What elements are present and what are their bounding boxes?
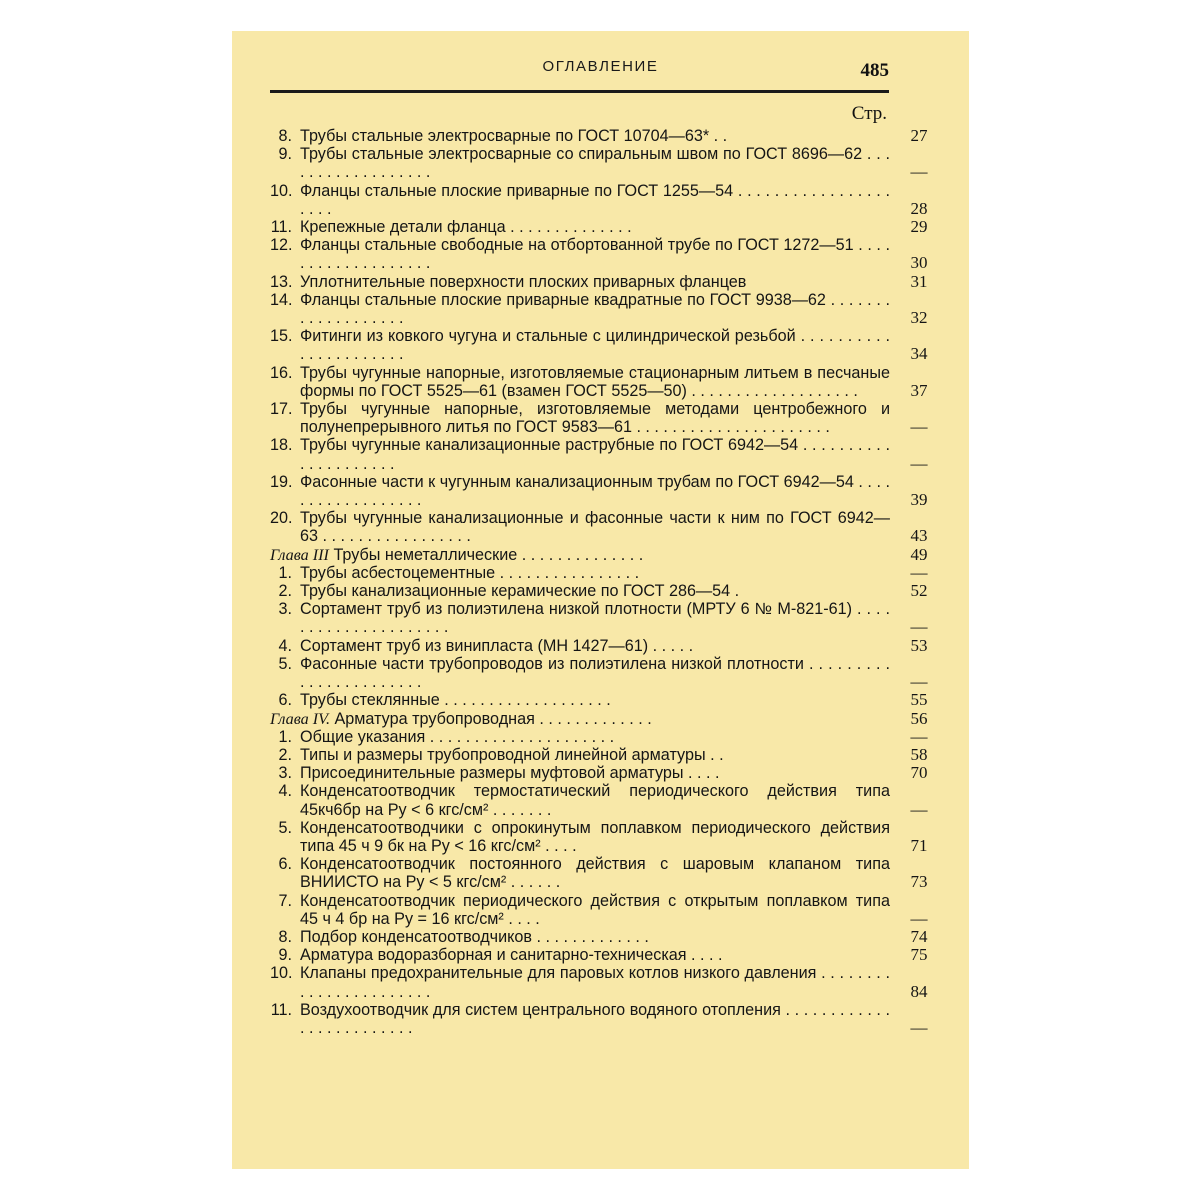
toc-entry [270, 562, 928, 582]
toc-entry [270, 654, 928, 692]
toc-entry-number: 8. [278, 127, 292, 145]
toc-entry [270, 1000, 928, 1037]
toc-entry-number: 2. [278, 745, 292, 764]
toc-entry-text: Крепежные детали фланца . . . . . . . . . . . . . . [300, 218, 632, 237]
toc-page-number: 29 [910, 217, 928, 237]
toc-page-number: 55 [910, 690, 928, 710]
toc-entry-text: Фасонные части к чугунным канализационным трубам по ГОСТ 6942—54 . . . . . . . . . . . . . . . . . . [300, 472, 890, 510]
toc-entry-text: Конденсатоотводчик периодического действия с открытым поплавком типа 45 ч 4 бр на Pу = 16 кгс/см² . . . . [300, 891, 890, 928]
toc-entry [270, 744, 928, 764]
toc-page-number: 34 [910, 344, 928, 364]
toc-entry [270, 400, 928, 437]
toc-page-number: 49 [910, 544, 928, 564]
table-of-contents [270, 126, 928, 1037]
toc-entry-number: 6. [278, 855, 292, 874]
toc-entry [270, 181, 928, 218]
chapter-title-line [270, 546, 890, 564]
toc-entry-number: 8. [278, 927, 292, 946]
toc-entry [270, 145, 928, 182]
chapter-label: Глава III [270, 545, 329, 564]
toc-entry [270, 964, 928, 1001]
toc-entry-number: 15. [270, 327, 293, 346]
toc-page-number: 71 [910, 835, 928, 855]
toc-entry [270, 635, 928, 655]
toc-entry-number: 17. [270, 400, 293, 419]
toc-entry-text: Сортамент труб из винипласта (МН 1427—61) . . . . . [300, 636, 694, 655]
toc-entry-text: Трубы стальные электросварные по ГОСТ 10704—63* . . [300, 127, 728, 145]
book-page [232, 31, 969, 1169]
toc-page-number: 39 [910, 490, 928, 510]
toc-entry-number: 3. [278, 764, 292, 783]
toc-entry-text: Трубы стеклянные . . . . . . . . . . . . . . . . . . . [300, 691, 611, 710]
toc-entry-number: 20. [270, 509, 293, 528]
toc-entry-text: Клапаны предохранительные для паровых котлов низкого давления . . . . . . . . . . . . . . . . . . . . . . . [300, 964, 890, 1001]
toc-entry [270, 855, 928, 892]
toc-page-number: 75 [910, 945, 928, 965]
toc-entry-number: 6. [278, 691, 292, 710]
header-rule [270, 90, 889, 93]
toc-entry [270, 363, 928, 400]
toc-entry-text: Трубы стальные электросварные со спиральным швом по ГОСТ 8696—62 . . . . . . . . . . . . . . . . . . [300, 145, 890, 182]
toc-entry [270, 945, 928, 965]
toc-entry [270, 726, 928, 746]
chapter-label: Глава IV. [270, 709, 330, 728]
toc-entry [270, 236, 928, 273]
toc-entry-number: 10. [270, 964, 293, 983]
toc-page-number: 73 [910, 872, 928, 892]
toc-page-number: 84 [910, 981, 928, 1001]
toc-chapter-heading [270, 708, 928, 728]
toc-entry-text: Трубы чугунные канализационные и фасонные части к ним по ГОСТ 6942—63 . . . . . . . . . . . . . . . . . [300, 509, 890, 546]
toc-page-number: — [910, 617, 928, 637]
toc-entry [270, 509, 928, 546]
toc-entry-text: Конденсатоотводчик постоянного действия с шаровым клапаном типа ВНИИСТО на Pу < 5 кгс/см² . . . . . . [300, 855, 890, 892]
toc-entry [270, 126, 928, 145]
toc-entry-text: Воздухоотводчик для систем центрального водяного отопления . . . . . . . . . . . . . . . . . . . . . . . . . [300, 1000, 890, 1037]
toc-entry-number: 5. [278, 654, 292, 673]
toc-entry-text: Трубы чугунные напорные, изготовляемые методами центробежного и полунепрерывного литья по ГОСТ 9583—61 . . . . . . . . . . . . . . . . . . . . . . [300, 400, 890, 437]
toc-entry [270, 818, 928, 855]
toc-entry [270, 926, 928, 946]
toc-entry-text: Фасонные части трубопроводов из полиэтилена низкой плотности . . . . . . . . . . . . . . . . . . . . . . . [300, 654, 890, 692]
toc-entry [270, 271, 928, 291]
toc-page-number: 58 [910, 744, 928, 764]
toc-entry-text: Подбор конденсатоотводчиков . . . . . . . . . . . . . [300, 927, 649, 946]
toc-entry-number: 4. [278, 782, 292, 801]
toc-page-number: 30 [910, 253, 928, 273]
toc-entry-text: Трубы чугунные канализационные раструбные по ГОСТ 6942—54 . . . . . . . . . . . . . . . . . . . . . [300, 436, 890, 473]
toc-entry-text: Фланцы стальные плоские приварные по ГОСТ 1255—54 . . . . . . . . . . . . . . . . . . . . . [300, 181, 890, 218]
toc-page-number: — [910, 562, 928, 582]
toc-page-number: 27 [910, 126, 928, 145]
toc-entry-number: 9. [278, 145, 292, 164]
toc-entry-number: 1. [278, 563, 292, 582]
toc-page-number: 37 [910, 380, 928, 400]
chapter-title-line [270, 710, 890, 728]
toc-page-number: — [910, 726, 928, 746]
toc-page-number: 74 [910, 926, 928, 946]
toc-entry [270, 290, 928, 328]
toc-entry [270, 690, 928, 710]
toc-entry [270, 763, 928, 783]
toc-entry-number: 12. [270, 236, 293, 255]
toc-entry [270, 472, 928, 510]
toc-entry-text: Фланцы стальные свободные на отбортованной трубе по ГОСТ 1272—51 . . . . . . . . . . . . . . . . . . . [300, 236, 890, 273]
toc-entry-text: Типы и размеры трубопроводной линейной арматуры . . [300, 745, 724, 764]
toc-page-number: — [910, 417, 928, 437]
toc-entry-number: 5. [278, 818, 292, 837]
toc-page-number: 32 [910, 308, 928, 328]
toc-entry-number: 19. [270, 472, 293, 491]
toc-entry-number: 10. [270, 181, 293, 200]
toc-page-number: — [910, 1017, 928, 1037]
toc-page-number: 31 [910, 271, 928, 291]
page-number: 485 [860, 60, 889, 81]
toc-entry-number: 2. [278, 582, 292, 601]
toc-entry-number: 11. [270, 218, 292, 237]
toc-entry-number: 18. [270, 436, 293, 455]
toc-entry-number: 4. [278, 636, 292, 655]
chapter-title: Трубы неметаллические . . . . . . . . . . . . . . [333, 545, 644, 564]
toc-page-number: — [910, 453, 928, 473]
toc-page-number: — [910, 162, 928, 182]
toc-entry [270, 782, 928, 819]
toc-entry-number: 1. [278, 727, 292, 746]
toc-entry-text: Фитинги из ковкого чугуна и стальные с цилиндрической резьбой . . . . . . . . . . . . . . . . . . . . . . [300, 327, 890, 364]
chapter-title: Арматура трубопроводная . . . . . . . . . . . . . [334, 709, 652, 728]
toc-page-number: 70 [910, 763, 928, 783]
toc-entry-text: Фланцы стальные плоские приварные квадратные по ГОСТ 9938—62 . . . . . . . . . . . . . . . . . . . [300, 290, 890, 328]
toc-chapter-heading [270, 544, 928, 564]
toc-entry-number: 7. [278, 891, 292, 910]
toc-page-number: — [910, 672, 928, 692]
toc-page-number: — [910, 799, 928, 819]
toc-entry-number: 3. [278, 600, 292, 619]
toc-page-number: 52 [910, 581, 928, 601]
toc-page-number: — [910, 908, 928, 928]
toc-page-number: 43 [910, 526, 928, 546]
toc-entry-number: 13. [270, 272, 293, 291]
toc-entry [270, 327, 928, 364]
toc-entry-text: Трубы канализационные керамические по ГОСТ 286—54 . [300, 582, 740, 601]
toc-entry [270, 600, 928, 637]
running-title: ОГЛАВЛЕНИЕ [542, 58, 659, 75]
toc-entry-number: 11. [270, 1000, 292, 1019]
toc-entry-text: Трубы чугунные напорные, изготовляемые стационарным литьем в песчаные формы по ГОСТ 5525—61 (взамен ГОСТ 5525—50) . . . . . . . . . . . . . . . . . . . [300, 363, 890, 400]
toc-entry-number: 9. [278, 946, 292, 965]
toc-entry-text: Сортамент труб из полиэтилена низкой плотности (МРТУ 6 № М-821-61) . . . . . . . . . . . . . . . . . . . . . [300, 600, 890, 637]
toc-entry [270, 217, 928, 237]
toc-entry-number: 16. [270, 363, 293, 382]
toc-page-number: 28 [910, 198, 928, 218]
toc-entry [270, 891, 928, 928]
toc-entry [270, 581, 928, 601]
toc-entry-text: Уплотнительные поверхности плоских приварных фланцев [300, 272, 747, 291]
toc-page-number: 56 [910, 708, 928, 728]
page-column-header: Стр. [851, 103, 887, 124]
toc-entry-text: Конденсатоотводчик термостатический периодического действия типа 45кч6бр на Pу < 6 кгс/см² . . . . . . . [300, 782, 890, 819]
toc-entry [270, 436, 928, 473]
toc-entry-text: Присоединительные размеры муфтовой арматуры . . . . [300, 764, 720, 783]
toc-entry-text: Конденсатоотводчики с опрокинутым поплавком периодического действия типа 45 ч 9 бк на Pу < 16 кгс/см² . . . . [300, 818, 890, 855]
toc-page-number: 53 [910, 635, 928, 655]
toc-entry-number: 14. [270, 290, 293, 309]
toc-entry-text: Общие указания . . . . . . . . . . . . . . . . . . . . . [300, 727, 615, 746]
toc-entry-text: Арматура водоразборная и санитарно-техническая . . . . [300, 946, 723, 965]
toc-entry-text: Трубы асбестоцементные . . . . . . . . . . . . . . . . [300, 563, 640, 582]
